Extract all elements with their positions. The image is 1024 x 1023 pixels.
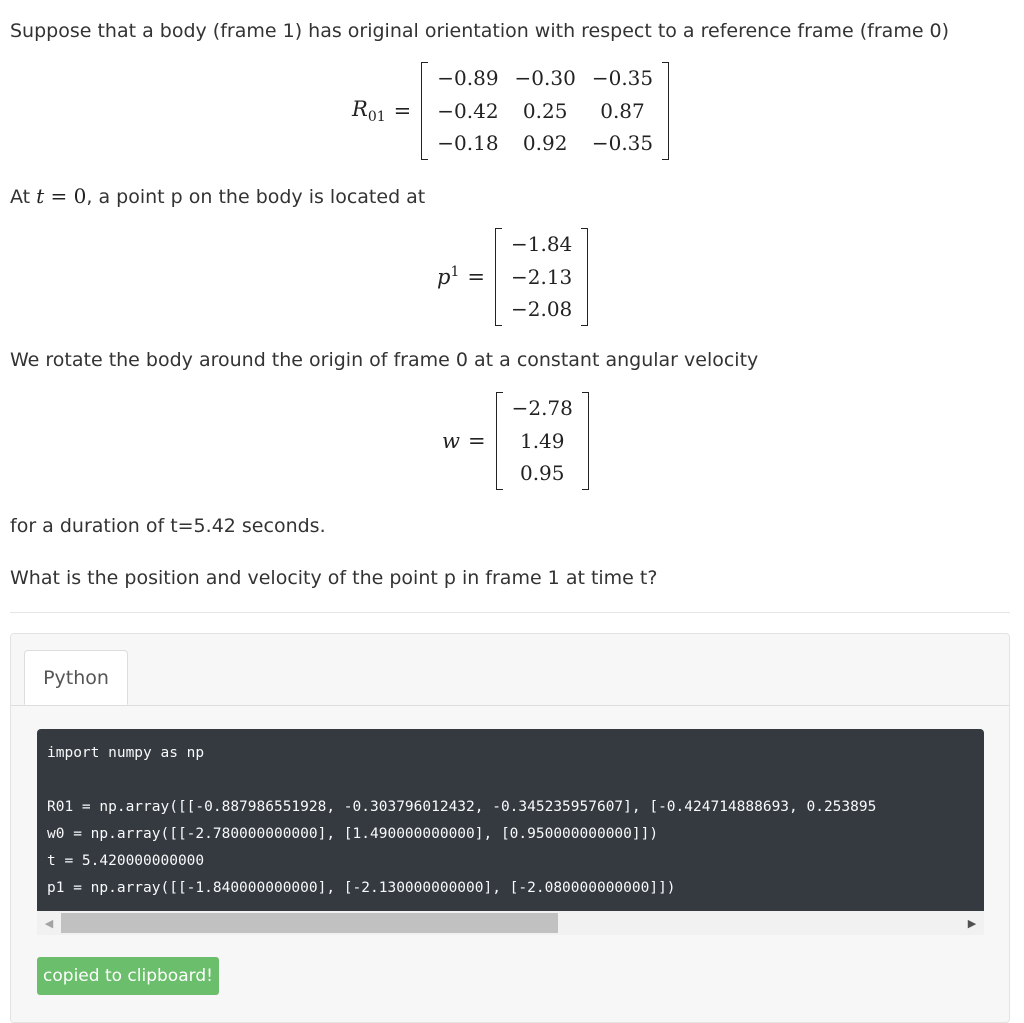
vector-cell: −2.78 [511,396,573,420]
vector-cell: −1.84 [510,232,573,256]
rotation-matrix-label [352,97,386,125]
divider [10,612,1010,613]
equals-sign: = [467,428,486,453]
angular-velocity-label: w [442,428,460,453]
rotation-matrix-equation [352,62,669,160]
matrix-cell: −0.42 [437,98,499,123]
intro-text: Suppose that a body (frame 1) has original orientation with respect to a reference frame (frame 0) [10,20,950,42]
scroll-right-arrow-icon[interactable]: ▶ [967,916,977,930]
vector-cell: −2.13 [510,264,573,289]
angular-velocity-vector [496,392,589,490]
code-text[interactable]: import numpy as np R01 = np.array([[-0.887986551928, -0.303796012432, -0.345235957607], [-0.424714888693, 0.253895 w0 = np.array([[-2.780000000000], [1.490000000000], [0.950000000000]]) t = 5.420000000000 p1 = np.array([[-1.840000000000], [-2.130000000000], [-2.080000000000]]) [47,745,877,896]
matrix-cell: 0.25 [522,98,568,123]
equals-sign: = [467,264,485,289]
equals-sign: = [393,98,412,123]
rotation-text: We rotate the body around the origin of frame 0 at a constant angular velocity [10,349,759,371]
matrix-cell: 0.92 [522,131,568,155]
point-vector [495,228,588,326]
p-symbol: p [437,265,451,290]
matrix-cell: −0.35 [591,66,654,90]
scroll-left-arrow-icon[interactable]: ◀ [44,916,54,930]
code-block[interactable] [37,729,984,911]
at-suffix: , a point p on the body is located at [86,186,426,208]
initial-position-text [10,184,425,209]
t-variable: t [36,184,45,208]
tab-bar [11,634,1009,706]
vector-cell: −2.08 [510,297,573,321]
point-vector-equation [437,228,588,326]
vector-cell: 0.95 [519,461,565,485]
tab-python[interactable]: Python [24,650,128,705]
scroll-thumb[interactable] [61,913,558,933]
code-panel [10,633,1010,1023]
matrix-cell: 0.87 [600,98,645,123]
vector-cell: 1.49 [519,428,565,453]
r-subscript: 01 [367,108,386,125]
question-text: What is the position and velocity of the point p in frame 1 at time t? [10,567,658,589]
duration-text: for a duration of t=5.42 seconds. [10,515,326,537]
at-prefix: At [10,186,37,208]
point-vector-label [437,264,459,289]
r-symbol: R [352,96,368,121]
copied-to-clipboard-badge: copied to clipboard! [37,957,219,995]
rotation-matrix [421,62,669,160]
angular-velocity-equation [442,392,589,490]
matrix-cell: −0.35 [591,131,654,155]
t-equals-zero: = 0 [44,184,87,208]
p-superscript: 1 [450,264,460,281]
horizontal-scrollbar[interactable] [37,911,984,935]
matrix-cell: −0.89 [437,66,499,90]
matrix-cell: −0.30 [514,66,576,90]
matrix-cell: −0.18 [437,131,499,155]
